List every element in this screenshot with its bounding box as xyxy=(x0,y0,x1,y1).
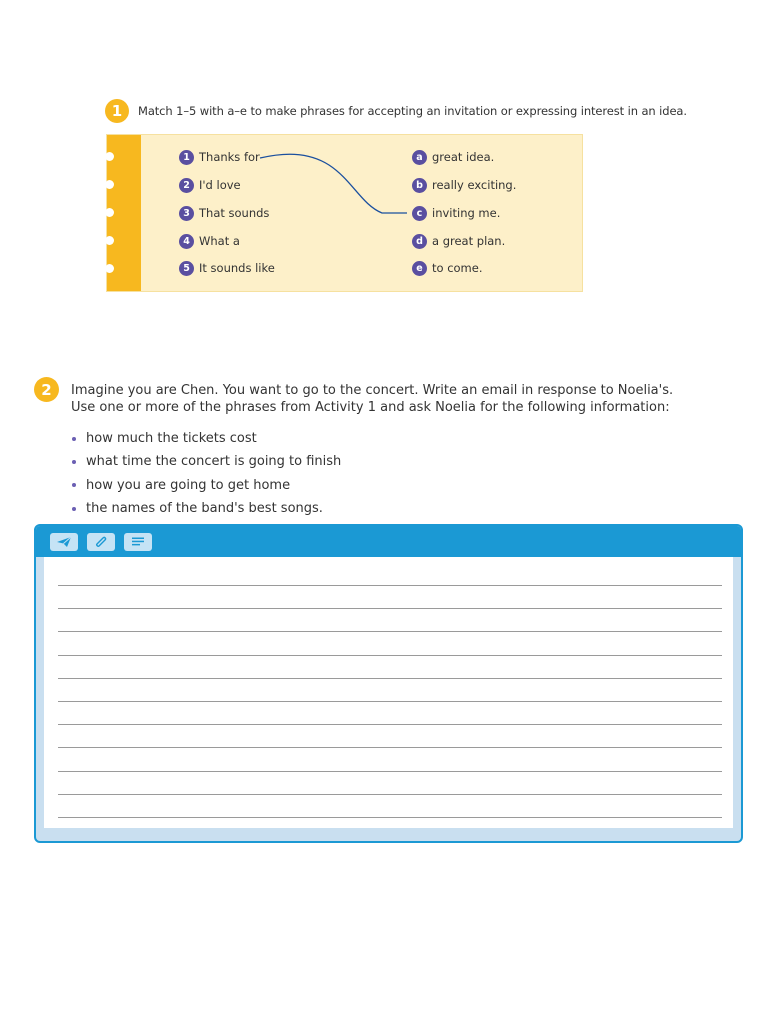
right-item-text: great idea. xyxy=(432,150,495,164)
writing-line xyxy=(58,678,722,679)
attachment-icon xyxy=(94,535,108,548)
list-item-text: how you are going to get home xyxy=(86,477,291,493)
writing-line xyxy=(58,747,722,748)
bullet-icon xyxy=(72,460,76,464)
right-item-text: really exciting. xyxy=(432,178,517,192)
writing-line xyxy=(58,608,722,609)
right-item-text: inviting me. xyxy=(432,206,501,220)
writing-line xyxy=(58,585,722,586)
left-item-text: I'd love xyxy=(199,178,241,192)
text-format-icon xyxy=(131,536,145,547)
item-letter-badge: d xyxy=(412,234,427,249)
list-item xyxy=(71,450,341,473)
instruction-line-2: Use one or more of the phrases from Activity 1 and ask Noelia for the following information: xyxy=(71,400,670,415)
list-item xyxy=(71,474,341,497)
list-item xyxy=(71,427,341,450)
matching-card xyxy=(106,134,583,292)
send-icon xyxy=(56,536,72,548)
item-letter-badge: e xyxy=(412,261,427,276)
activity-2-instruction xyxy=(71,382,721,416)
match-connector-path xyxy=(260,154,407,213)
writing-line xyxy=(58,817,722,818)
activity-2-number: 2 xyxy=(41,380,52,399)
item-number-badge: 1 xyxy=(179,150,194,165)
item-letter-badge: c xyxy=(412,206,427,221)
list-item-text: how much the tickets cost xyxy=(86,431,257,447)
bullet-icon xyxy=(72,483,76,487)
item-number-badge: 3 xyxy=(179,206,194,221)
left-item-text: What a xyxy=(199,234,240,248)
writing-line xyxy=(58,794,722,795)
instruction-line-1: Imagine you are Chen. You want to go to the concert. Write an email in response to Noelia's. xyxy=(71,383,674,398)
left-item-text: Thanks for xyxy=(199,150,260,164)
item-number-badge: 4 xyxy=(179,234,194,249)
activity-2-number-badge xyxy=(34,377,59,402)
writing-line xyxy=(58,631,722,632)
writing-line xyxy=(58,771,722,772)
writing-line xyxy=(58,655,722,656)
list-item xyxy=(71,497,341,520)
text-format-button[interactable] xyxy=(124,533,152,551)
writing-line xyxy=(58,724,722,725)
bullet-icon xyxy=(72,507,76,511)
attachment-button[interactable] xyxy=(87,533,115,551)
information-list xyxy=(71,427,341,520)
email-toolbar xyxy=(36,526,741,557)
list-item-text: the names of the band's best songs. xyxy=(86,501,323,517)
left-item-text: It sounds like xyxy=(199,261,275,275)
item-number-badge: 2 xyxy=(179,178,194,193)
activity-1-instruction: Match 1–5 with a–e to make phrases for accepting an invitation or expressing interest in an idea. xyxy=(138,104,687,118)
item-letter-badge: a xyxy=(412,150,427,165)
activity-1-number: 1 xyxy=(111,102,123,120)
example-match-line xyxy=(107,135,584,293)
item-letter-badge: b xyxy=(412,178,427,193)
email-window xyxy=(34,524,743,843)
right-item-text: to come. xyxy=(432,261,483,275)
list-item-text: what time the concert is going to finish xyxy=(86,454,342,470)
item-number-badge: 5 xyxy=(179,261,194,276)
left-item-text: That sounds xyxy=(199,206,270,220)
bullet-icon xyxy=(72,437,76,441)
activity-1-number-badge xyxy=(105,99,129,123)
email-writing-area[interactable] xyxy=(44,557,733,828)
send-button[interactable] xyxy=(50,533,78,551)
writing-line xyxy=(58,701,722,702)
right-item-text: a great plan. xyxy=(432,234,506,248)
